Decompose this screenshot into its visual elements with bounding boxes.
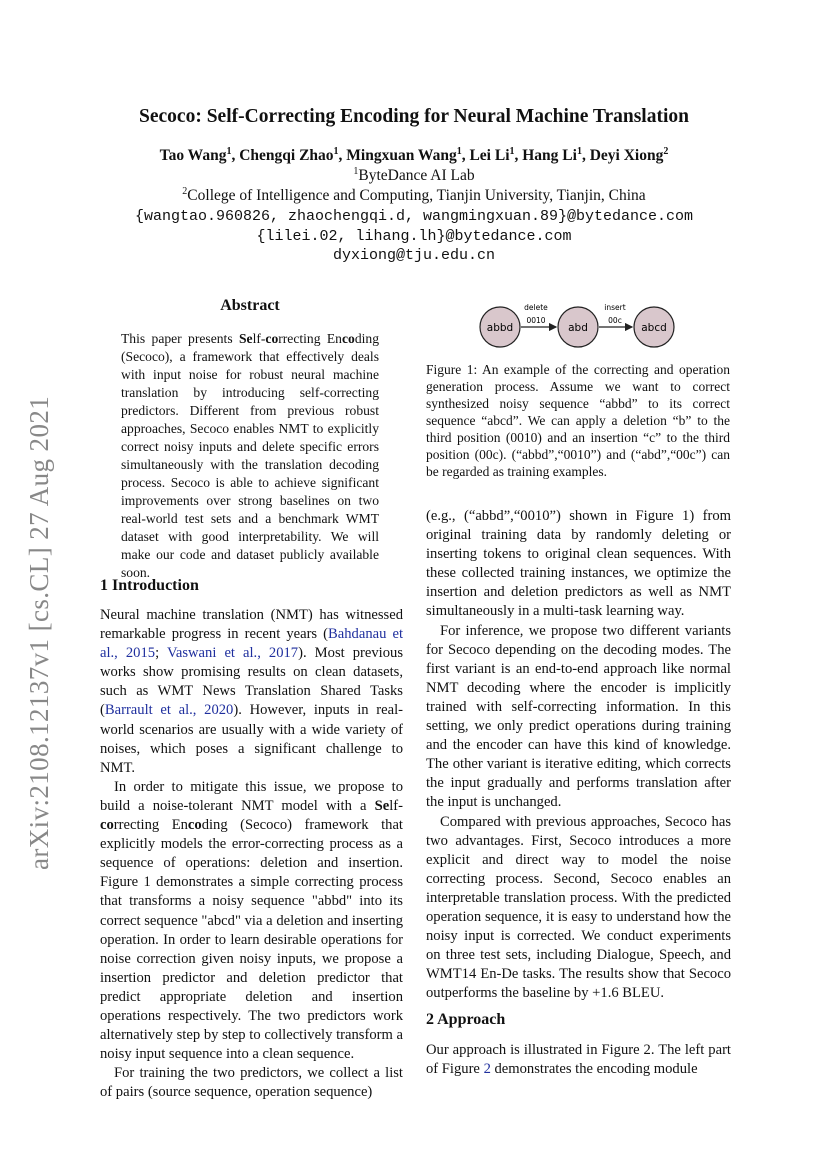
right-column-body bbox=[426, 507, 731, 1003]
section-introduction-heading: 1 Introduction bbox=[100, 577, 199, 594]
node-abbd bbox=[480, 307, 520, 347]
email-line-3: dyxiong@tju.edu.cn bbox=[332, 247, 496, 264]
intro-paragraph: Neural machine translation (NMT) has witnessed remarkable progress in recent years (Bahdanau et al., 2015; Vaswani et al., 2017). Most previous works show promising results on clean datasets, such as WMT News Translation Shared Tasks (Barrault et al., 2020). However, inputs in real-world scenarios are usually with a wide variety of noises, which poses a significant challenge to NMT. bbox=[100, 607, 403, 776]
section-approach-heading: 2 Approach bbox=[426, 1011, 506, 1028]
svg-text:abcd: abcd bbox=[641, 322, 667, 334]
email-line-1: {wangtao.960826, zhaochengqi.d, wangmingxuan.89}@bytedance.com bbox=[134, 208, 694, 225]
op-label-delete: delete bbox=[524, 303, 548, 312]
paper-title: Secoco: Self-Correcting Encoding for Neural Machine Translation bbox=[139, 106, 689, 127]
arxiv-side-label: arXiv:2108.12137v1 [cs.CL] 27 Aug 2021 bbox=[24, 395, 54, 870]
figure-1-caption: Figure 1: An example of the correcting and operation generation process. Assume we want to correct synthesized noisy sequence “abbd” to its correct sequence “abcd”. We can apply a deletion “b” to the third position (0010) and an insertion “c” to the third position (00c). (“abbd”,“0010”) and (“abd”,“00c”) can be regarded as training examples. bbox=[426, 362, 730, 479]
op-label-insert: insert bbox=[604, 303, 626, 312]
svg-text:abbd: abbd bbox=[486, 322, 514, 334]
affiliation-2: $^2$College of Intelligence and Computing, Tianjin University, Tianjin, China bbox=[182, 185, 646, 204]
email-line-2: {lilei.02, lihang.lh}@bytedance.com bbox=[256, 228, 572, 245]
intro-paragraph: For training the two predictors, we collect a list of pairs (source sequence, operation sequence) bbox=[100, 1065, 403, 1101]
author-list: Tao Wang$^1$, Chengqi Zhao$^1$, Mingxuan Wang$^1$, Lei Li$^1$, Hang Li$^1$, Deyi Xiong$^2$ bbox=[159, 145, 669, 164]
body-paragraph: (e.g., (“abbd”,“0010”) shown in Figure 1) from original training data by randomly deleting or inserting tokens to original clean sequences. With these collected training instances, we optimize the insertion and deletion predictors as well as NMT simultaneously in a multi-task learning way. bbox=[426, 508, 731, 620]
body-paragraph: For inference, we propose two different variants for Secoco depending on the decoding modes. The first variant is an end-to-end approach like normal NMT decoding where the encoder is implicitly trained with self-correcting information. In this setting, we only predict operations during training and the encoder can have this kind of knowledge. The other variant is iterative editing, which corrects the input gradually and performs translation after the input is unchanged. bbox=[426, 622, 731, 811]
op-code-insert: 00c bbox=[608, 316, 622, 325]
abstract-heading: Abstract bbox=[220, 297, 280, 314]
abstract-text: This paper presents Self-correcting Encoding (Secoco), a framework that effectively deals with input noise for robust neural machine translation by introducing self-correcting predictors. Different from previous robust approaches, Secoco enables NMT to explicitly correct noisy inputs and delete specific errors simultaneously with the translation decoding process. Secoco is able to achieve significant improvements over strong baselines on two real-world test sets and a benchmark WMT dataset with good interpretability. We will make our code and dataset publicly available soon. bbox=[121, 331, 379, 580]
body-paragraph: Compared with previous approaches, Secoco has two advantages. First, Secoco introduces a more explicit and direct way to model the noise correcting process. Second, Secoco enables an interpretable translation process. With the predicted operation sequence, it is easy to understand how the noisy input is corrected. We conduct experiments on three test sets, including Dialogue, Speech, and WMT14 En-De tasks. The results show that Secoco outperforms the baseline by +1.6 BLEU. bbox=[426, 813, 731, 1002]
node-abcd bbox=[634, 307, 674, 347]
introduction-body bbox=[100, 606, 403, 1102]
approach-body bbox=[426, 1041, 731, 1079]
figure-1-diagram bbox=[478, 296, 678, 356]
intro-paragraph: In order to mitigate this issue, we propose to build a noise-tolerant NMT model with a Self-correcting Encoding (Secoco) framework that explicitly models the error-correcting process as a sequence of operations: deletion and insertion. Figure 1 demonstrates a simple correcting process that transforms a noisy sequence "abbd" into its correct sequence "abcd" via a deletion and inserting operation. In order to learn desirable operations for noise correction given noisy inputs, we propose a insertion predictor and deletion predictor that predict appropriate deletion and insertion operations respectively. The two predictors work alternatively step by step to collectively transform a noisy input sequence into a clean sequence. bbox=[100, 778, 403, 1063]
svg-text:abd: abd bbox=[568, 322, 588, 334]
op-code-delete: 0010 bbox=[526, 316, 546, 325]
body-paragraph: Our approach is illustrated in Figure 2. The left part of Figure 2 demonstrates the encoding module bbox=[426, 1042, 731, 1078]
node-abd bbox=[558, 307, 598, 347]
affiliation-1: $^1$ByteDance AI Lab bbox=[353, 165, 475, 184]
